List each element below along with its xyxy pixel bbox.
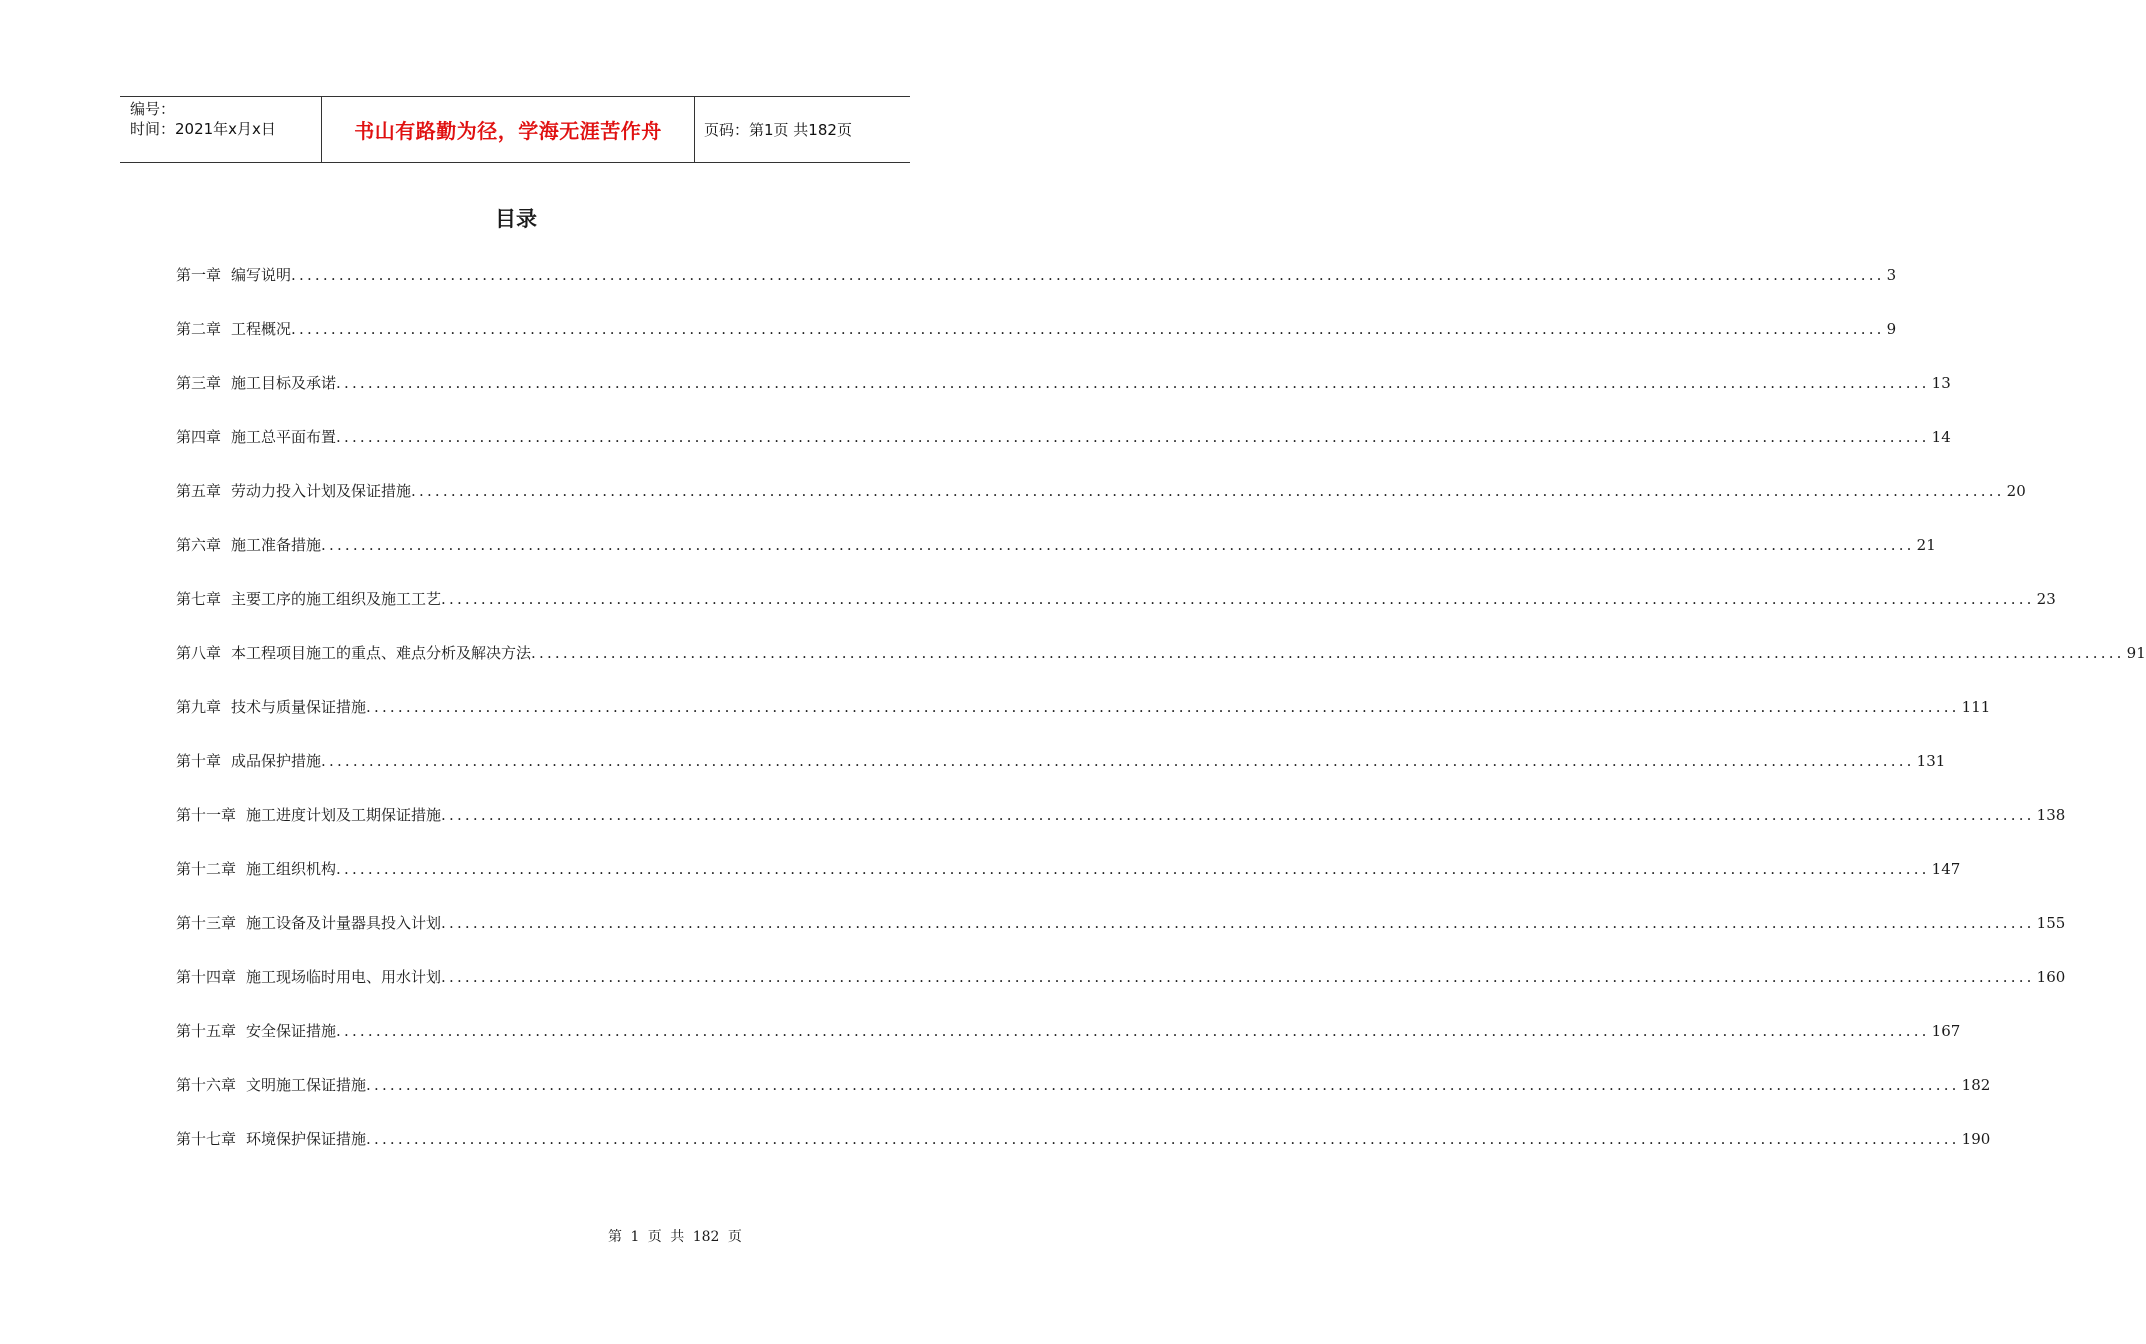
- toc-chapter-name: 施工设备及计量器具投入计划: [246, 914, 442, 932]
- toc-chapter-name: 施工目标及承诺: [231, 374, 337, 392]
- toc-dot-leader: ........................................................................................................................................................................................................: [336, 860, 1930, 878]
- toc-entry[interactable]: [176, 370, 1951, 424]
- toc-chapter-number: 第十六章: [176, 1076, 237, 1094]
- toc-entry[interactable]: [176, 694, 1991, 748]
- toc-chapter-number: 第八章: [176, 644, 222, 662]
- toc-chapter-name: 本工程项目施工的重点、难点分析及解决方法: [231, 644, 532, 662]
- toc-page-number: 147: [1931, 860, 1961, 878]
- toc-chapter-name: 主要工序的施工组织及施工工艺: [231, 590, 442, 608]
- toc-entry[interactable]: [176, 586, 2056, 640]
- toc-page-number: 20: [2006, 482, 2026, 500]
- toc-chapter-number: 第二章: [176, 320, 222, 338]
- toc-page-number: 13: [1931, 374, 1951, 392]
- toc-chapter-name: 劳动力投入计划及保证措施: [231, 482, 412, 500]
- toc-page-number: 190: [1961, 1130, 1991, 1148]
- toc-dot-leader: ........................................................................................................................................................................................................: [441, 968, 2035, 986]
- table-of-contents: [176, 262, 2146, 1180]
- toc-dot-leader: ........................................................................................................................................................................................................: [366, 1076, 1960, 1094]
- toc-chapter-name: 安全保证措施: [246, 1022, 337, 1040]
- toc-dot-leader: ........................................................................................................................................................................................................: [411, 482, 2005, 500]
- toc-dot-leader: ........................................................................................................................................................................................................: [531, 644, 2125, 662]
- toc-dot-leader: ........................................................................................................................................................................................................: [441, 914, 2035, 932]
- toc-page-number: 3: [1886, 266, 1897, 284]
- toc-entry[interactable]: [176, 262, 1897, 316]
- toc-chapter-number: 第四章: [176, 428, 222, 446]
- toc-chapter-name: 工程概况: [231, 320, 292, 338]
- toc-chapter-number: 第六章: [176, 536, 222, 554]
- toc-chapter-number: 第一章: [176, 266, 222, 284]
- toc-page-number: 14: [1931, 428, 1951, 446]
- toc-dot-leader: ........................................................................................................................................................................................................: [336, 374, 1930, 392]
- toc-chapter-name: 施工进度计划及工期保证措施: [246, 806, 442, 824]
- toc-entry[interactable]: [176, 1072, 1991, 1126]
- toc-dot-leader: ........................................................................................................................................................................................................: [366, 698, 1960, 716]
- toc-entry[interactable]: [176, 1018, 1961, 1072]
- toc-entry[interactable]: [176, 964, 2066, 1018]
- header-motto: 书山有路勤为径，学海无涯苦作舟: [354, 119, 662, 143]
- toc-entry[interactable]: [176, 1126, 1991, 1180]
- toc-chapter-number: 第七章: [176, 590, 222, 608]
- toc-entry[interactable]: [176, 532, 1936, 586]
- toc-chapter-name: 施工总平面布置: [231, 428, 337, 446]
- toc-chapter-name: 施工准备措施: [231, 536, 322, 554]
- toc-chapter-number: 第十三章: [176, 914, 237, 932]
- toc-page-number: 167: [1931, 1022, 1961, 1040]
- toc-dot-leader: ........................................................................................................................................................................................................: [441, 590, 2035, 608]
- toc-dot-leader: ........................................................................................................................................................................................................: [336, 1022, 1930, 1040]
- toc-chapter-name: 施工组织机构: [246, 860, 337, 878]
- toc-chapter-number: 第十二章: [176, 860, 237, 878]
- page-footer: 第 1 页 共 182 页: [608, 1229, 742, 1245]
- toc-chapter-name: 文明施工保证措施: [246, 1076, 367, 1094]
- toc-dot-leader: ........................................................................................................................................................................................................: [336, 428, 1930, 446]
- toc-chapter-name: 环境保护保证措施: [246, 1130, 367, 1148]
- toc-title: 目录: [495, 207, 537, 231]
- toc-chapter-number: 第五章: [176, 482, 222, 500]
- toc-dot-leader: ........................................................................................................................................................................................................: [441, 806, 2035, 824]
- toc-page-number: 138: [2036, 806, 2066, 824]
- toc-chapter-name: 技术与质量保证措施: [231, 698, 367, 716]
- toc-page-number: 160: [2036, 968, 2066, 986]
- toc-chapter-number: 第十章: [176, 752, 222, 770]
- page-header: [120, 96, 910, 163]
- toc-chapter-name: 施工现场临时用电、用水计划: [246, 968, 442, 986]
- toc-entry[interactable]: [176, 316, 1897, 370]
- toc-entry[interactable]: [176, 910, 2066, 964]
- toc-page-number: 155: [2036, 914, 2066, 932]
- toc-entry[interactable]: [176, 640, 2146, 694]
- header-page-info: 页码：第1页 共182页: [704, 121, 852, 139]
- toc-dot-leader: ........................................................................................................................................................................................................: [321, 752, 1915, 770]
- toc-entry[interactable]: [176, 748, 1946, 802]
- header-meta: [130, 99, 320, 139]
- toc-page-number: 21: [1916, 536, 1936, 554]
- toc-page-number: 131: [1916, 752, 1946, 770]
- toc-dot-leader: ........................................................................................................................................................................................................: [291, 266, 1885, 284]
- toc-dot-leader: ........................................................................................................................................................................................................: [366, 1130, 1960, 1148]
- toc-dot-leader: ........................................................................................................................................................................................................: [321, 536, 1915, 554]
- toc-dot-leader: ........................................................................................................................................................................................................: [291, 320, 1885, 338]
- toc-chapter-name: 编写说明: [231, 266, 292, 284]
- toc-chapter-number: 第十七章: [176, 1130, 237, 1148]
- toc-page-number: 9: [1886, 320, 1897, 338]
- toc-entry[interactable]: [176, 802, 2066, 856]
- toc-chapter-name: 成品保护措施: [231, 752, 322, 770]
- toc-page-number: 111: [1961, 698, 1991, 716]
- toc-page-number: 23: [2036, 590, 2056, 608]
- toc-entry[interactable]: [176, 478, 2026, 532]
- toc-entry[interactable]: [176, 856, 1961, 910]
- toc-chapter-number: 第九章: [176, 698, 222, 716]
- toc-page-number: 91: [2126, 644, 2146, 662]
- toc-entry[interactable]: [176, 424, 1951, 478]
- toc-chapter-number: 第十四章: [176, 968, 237, 986]
- header-number-label: 编号：: [130, 100, 176, 118]
- toc-chapter-number: 第十一章: [176, 806, 237, 824]
- header-time-label: 时间：2021年x月x日: [130, 120, 276, 138]
- toc-page-number: 182: [1961, 1076, 1991, 1094]
- toc-chapter-number: 第三章: [176, 374, 222, 392]
- toc-chapter-number: 第十五章: [176, 1022, 237, 1040]
- header-divider: [694, 97, 695, 162]
